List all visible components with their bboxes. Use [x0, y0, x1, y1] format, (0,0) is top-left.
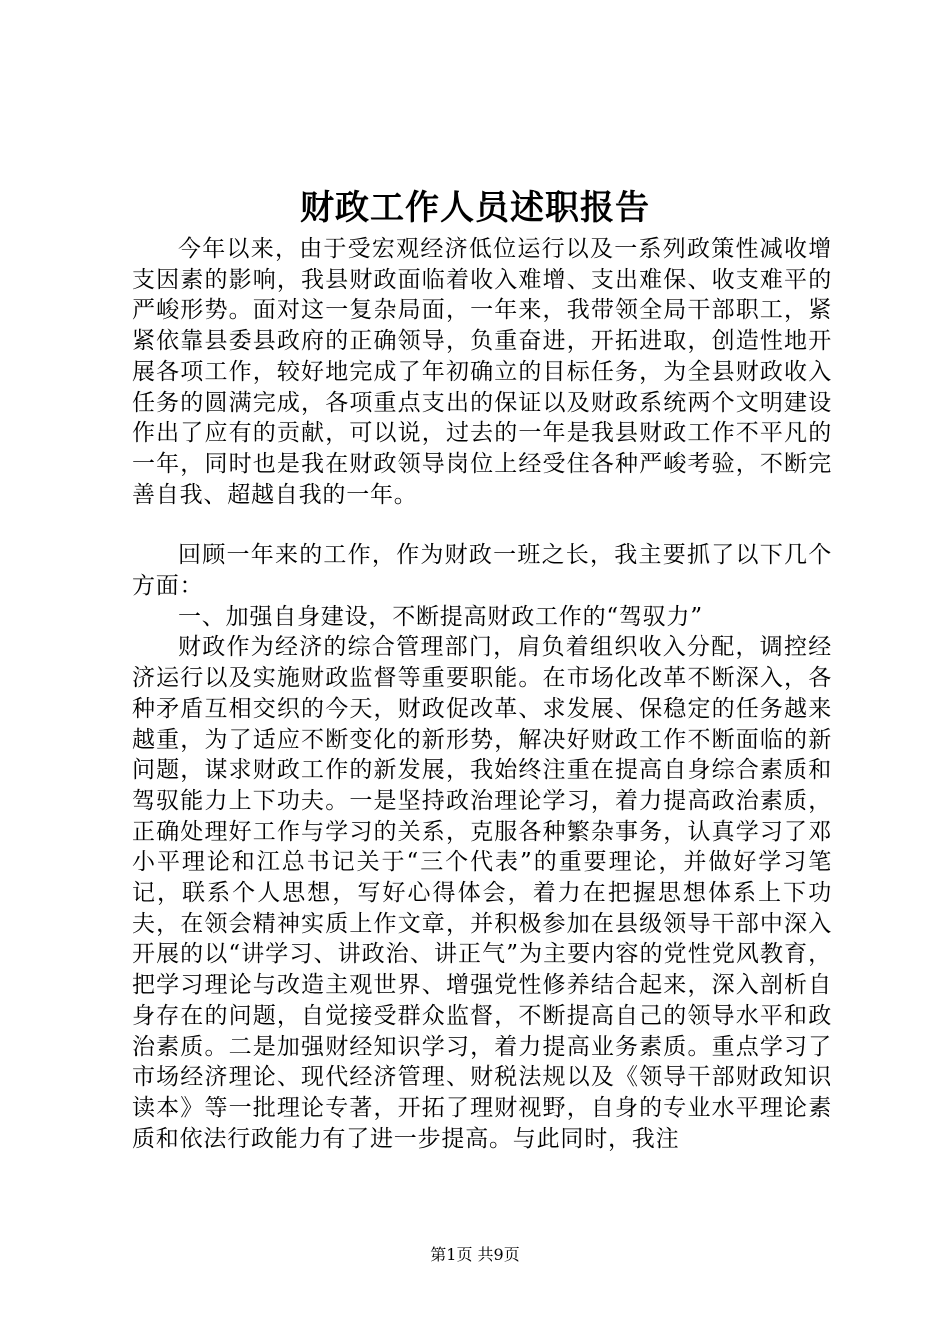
- paragraph-intro: 今年以来，由于受宏观经济低位运行以及一系列政策性减收增支因素的影响，我县财政面临着收入难增、支出难保、收支难平的严峻形势。面对这一复杂局面，一年来，我带领全局干部职工，紧紧依靠县委县政府的正确领导，负重奋进，开拓进取，创造性地开展各项工作，较好地完成了年初确立的目标任务，为全县财政收入任务的圆满完成，各项重点支出的保证以及财政系统两个文明建设作出了应有的贡献，可以说，过去的一年是我县财政工作不平凡的一年，同时也是我在财政领导岗位上经受住各种严峻考验，不断完善自我、超越自我的一年。: [132, 236, 832, 508]
- document-title: 财政工作人员述职报告: [300, 188, 650, 228]
- section-heading-1: 一、加强自身建设，不断提高财政工作的“驾驭力”: [178, 603, 703, 630]
- page-footer: 第1页 共9页: [430, 1245, 520, 1264]
- paragraph-section-1: 财政作为经济的综合管理部门，肩负着组织收入分配，调控经济运行以及实施财政监督等重要职能。在市场化改革不断深入，各种矛盾互相交织的今天，财政促改革、求发展、保稳定的任务越来越重，为了适应不断变化的新形势，解决好财政工作不断面临的新问题，谋求财政工作的新发展，我始终注重在提高自身综合素质和驾驭能力上下功夫。一是坚持政治理论学习，着力提高政治素质，正确处理好工作与学习的关系，克服各种繁杂事务，认真学习了邓小平理论和江总书记关于“三个代表”的重要理论，并做好学习笔记，联系个人思想，写好心得体会，着力在把握思想体系上下功夫，在领会精神实质上作文章，并积极参加在县级领导干部中深入开展的以“讲学习、讲政治、讲正气”为主要内容的党性党风教育，把学习理论与改造主观世界、增强党性修养结合起来，深入剖析自身存在的问题，自觉接受群众监督，不断提高自己的领导水平和政治素质。二是加强财经知识学习，着力提高业务素质。重点学习了市场经济理论、现代经济管理、财税法规以及《领导干部财政知识读本》等一批理论专著，开拓了理财视野，自身的专业水平理论素质和依法行政能力有了进一步提高。与此同时，我注: [132, 634, 832, 1152]
- paragraph-review: 回顾一年来的工作，作为财政一班之长，我主要抓了以下几个方面：: [132, 542, 832, 600]
- document-body: [132, 234, 832, 1154]
